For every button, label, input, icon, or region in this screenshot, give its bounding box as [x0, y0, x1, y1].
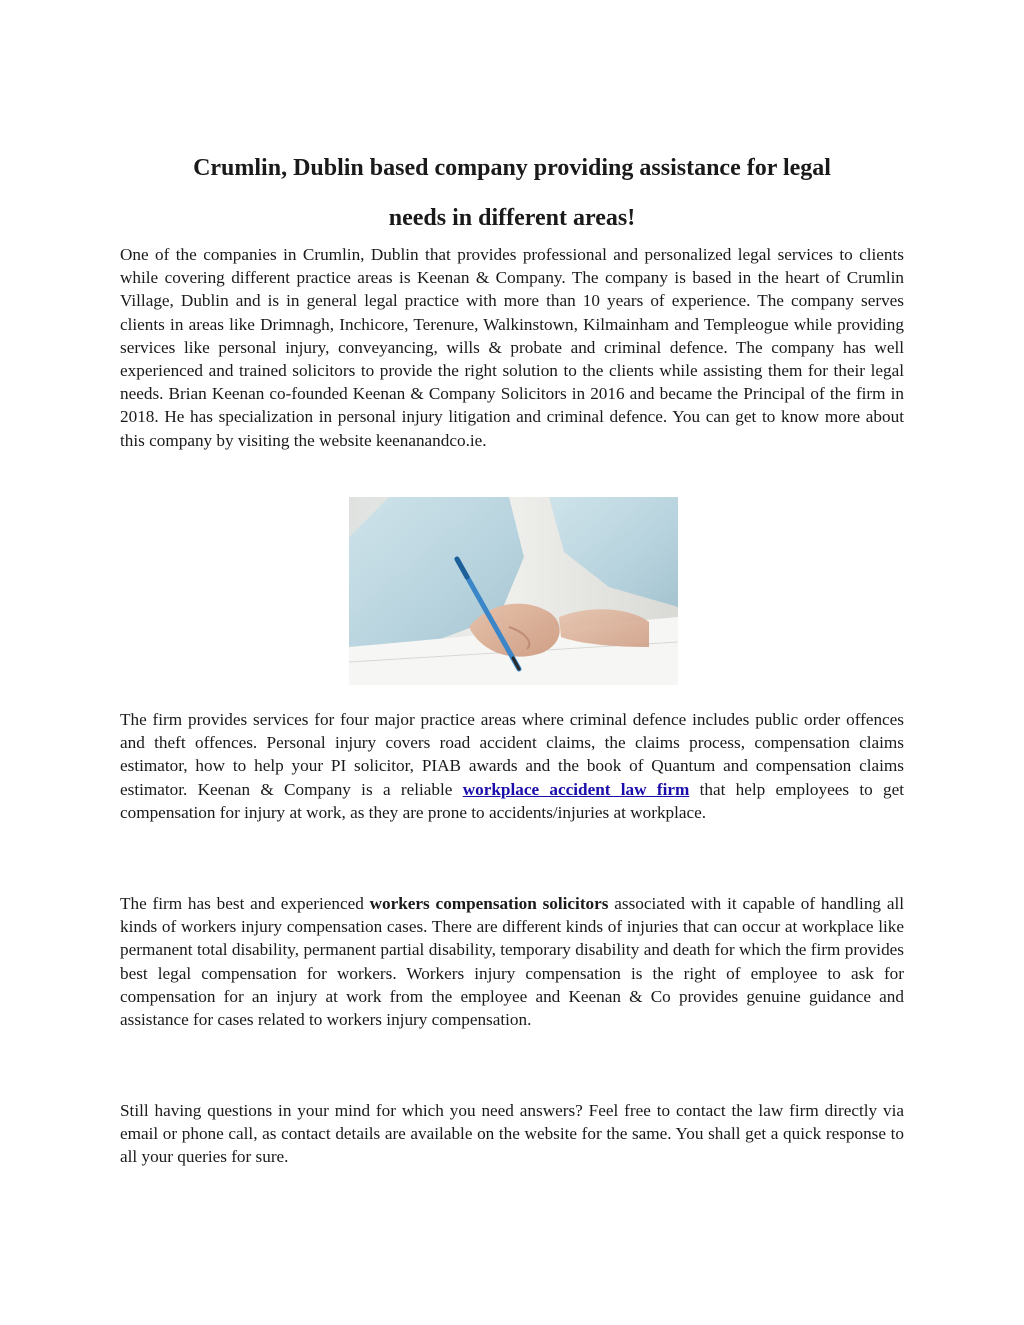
intro-paragraph: One of the companies in Crumlin, Dublin that provides professional and personalized legal services to clients while covering different practice areas is Keenan & Company. The company is based in the heart of Crumlin Village, Dublin and is in general legal practice with more than 10 years of experience. The company serves clients in areas like Drimnagh, Inchicore, Terenure, Walkinstown, Kilmainham and Templeogue while providing services like personal injury, conveyancing, wills & probate and criminal defence. The company has well experienced and trained solicitors to provide the right solution to the clients while assisting them for their legal needs. Brian Keenan co-founded Keenan & Company Solicitors in 2016 and became the Principal of the firm in 2018. He has specialization in personal injury litigation and criminal defence. You can get to know more about this company by visiting the website keenanandco.ie. [120, 245, 904, 450]
practice-areas-paragraph [120, 708, 904, 824]
title-line-2: needs in different areas! [388, 205, 636, 231]
compensation-text-after: associated with it capable of handling all kinds of workers injury compensation cases. There are different kinds of injuries that can occur at workplace like permanent total disability, permanent partial disability, temporary disability and death for which the firm provides best legal compensation for workers. Workers injury compensation is the right of employee to ask for compensation for an injury at work from the employee and Keenan & Co provides genuine guidance and assistance for cases related to workers injury compensation. [120, 894, 905, 1030]
practice-areas-text: The firm provides services for four major practice areas where criminal defence includes public order offences and theft offences. Personal injury covers road accident claims, the claims process, compensation claims estimator, how to help your PI solicitor, PIAB awards and the book of Quantum and compensation claims estimator. Keenan & Company is a reliable [120, 710, 904, 799]
compensation-paragraph [120, 892, 904, 1031]
contact-paragraph: Still having questions in your mind for which you need answers? Feel free to contact the law firm directly via email or phone call, as contact details are available on the website for the same. You shall get a quick response to all your queries for sure. [120, 1101, 904, 1167]
page-title [120, 143, 904, 243]
writing-hand-photo [349, 497, 678, 685]
title-line-1: Crumlin, Dublin based company providing assistance for legal [193, 155, 831, 181]
compensation-text: The firm has best and experienced [120, 894, 370, 913]
practice-areas-text-after: that help employees to get compensation for injury at work, as they are prone to accidents/injuries at workplace. [120, 779, 905, 822]
workplace-accident-law-firm-link[interactable]: workplace accident law firm [462, 779, 690, 799]
workers-compensation-solicitors-bold: workers compensation solicitors [369, 894, 609, 913]
